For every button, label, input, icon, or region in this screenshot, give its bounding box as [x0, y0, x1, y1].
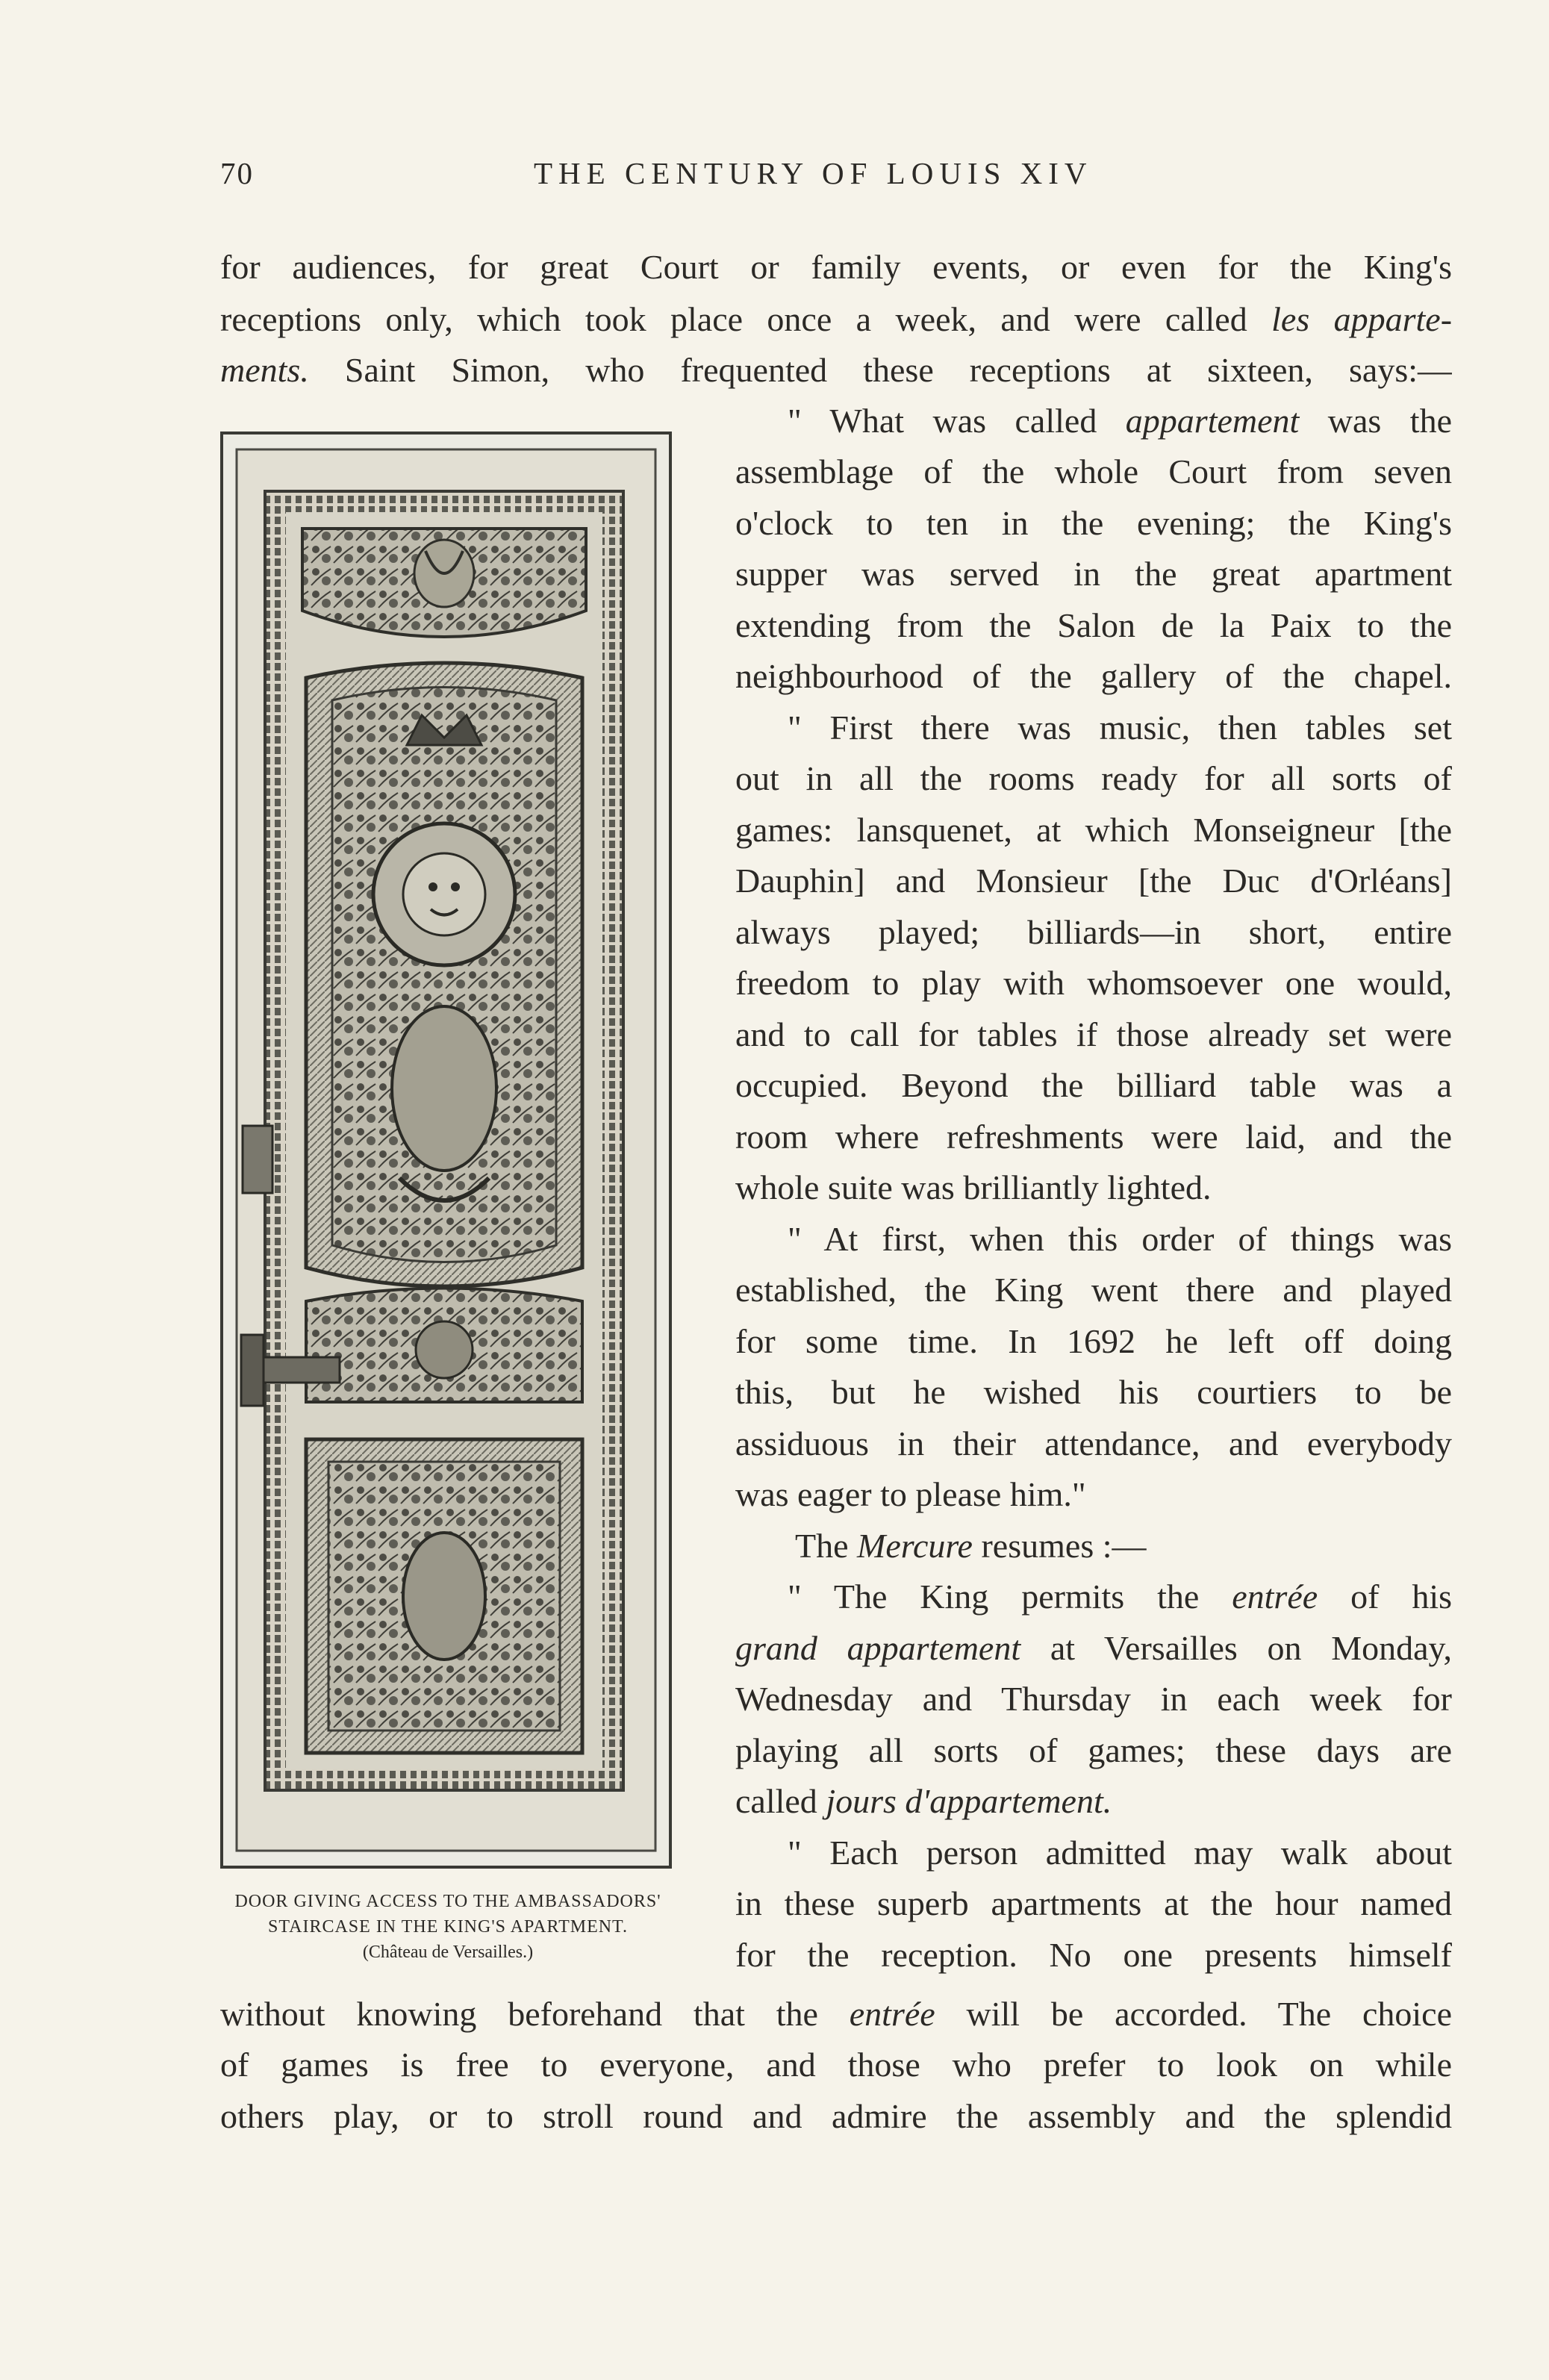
text-line: games: lansquenet, at which Monseigneur [the: [735, 811, 1452, 849]
text-line: in these superb apartments at the hour named: [735, 1884, 1452, 1922]
running-head: THE CENTURY OF LOUIS XIV: [534, 156, 1093, 190]
text-line: for some time. In 1692 he left off doing: [735, 1322, 1452, 1360]
text-line: grand appartement at Versailles on Monday,: [735, 1629, 1452, 1667]
text-line: " At first, when this order of things was: [788, 1220, 1452, 1258]
text-line: and to call for tables if those already set were: [735, 1015, 1452, 1053]
text-line: receptions only, which took place once a week, and were called les apparte-: [220, 300, 1452, 338]
text-line: supper was served in the great apartment: [735, 555, 1452, 593]
text-line: assemblage of the whole Court from seven: [735, 452, 1452, 490]
text-line: called jours d'appartement.: [735, 1782, 1112, 1820]
text-line: room where refreshments were laid, and the: [735, 1118, 1452, 1156]
text-line: without knowing beforehand that the entrée will be accorded. The choice: [220, 1995, 1452, 2033]
text-line: of games is free to everyone, and those who prefer to look on while: [220, 2046, 1452, 2084]
caption-line: STAIRCASE IN THE KING'S APARTMENT.: [268, 1917, 628, 1937]
text-line: out in all the rooms ready for all sorts of: [735, 759, 1452, 797]
text-line: for the reception. No one presents himself: [735, 1936, 1452, 1974]
caption-location: (Château de Versailles.): [362, 1943, 534, 1962]
text-line: " First there was music, then tables set: [788, 708, 1452, 747]
text-line: always played; billiards—in short, entire: [735, 913, 1452, 951]
text-line: " What was called appartement was the: [788, 402, 1452, 440]
text-line: established, the King went there and played: [735, 1271, 1452, 1309]
text-line: " The King permits the entrée of his: [788, 1577, 1452, 1616]
page-number: 70: [220, 156, 254, 190]
text-line: freedom to play with whomsoever one would,: [735, 964, 1452, 1002]
text-line: " Each person admitted may walk about: [788, 1834, 1452, 1872]
caption-line: DOOR GIVING ACCESS TO THE AMBASSADORS': [234, 1892, 661, 1911]
text-line: Wednesday and Thursday in each week for: [735, 1680, 1452, 1718]
text-line: was eager to please him.": [735, 1475, 1086, 1513]
text-line: extending from the Salon de la Paix to the: [735, 606, 1452, 644]
page-header: [220, 155, 1452, 208]
text-line: others play, or to stroll round and admire the assembly and the splendid: [220, 2097, 1452, 2135]
text-line: ments. Saint Simon, who frequented these receptions at sixteen, says:—: [220, 351, 1452, 389]
door-illustration: [220, 432, 672, 1869]
text-line: neighbourhood of the gallery of the chapel.: [735, 657, 1452, 695]
text-line: Dauphin] and Monsieur [the Duc d'Orléans]: [735, 862, 1452, 900]
text-line: whole suite was brilliantly lighted.: [735, 1168, 1212, 1206]
text-line: assiduous in their attendance, and everybody: [735, 1424, 1452, 1462]
text-line: The Mercure resumes :—: [795, 1527, 1147, 1565]
text-line: o'clock to ten in the evening; the King's: [735, 504, 1452, 542]
text-line: playing all sorts of games; these days are: [735, 1731, 1452, 1769]
text-line: occupied. Beyond the billiard table was a: [735, 1066, 1452, 1104]
text-line: for audiences, for great Court or family events, or even for the King's: [220, 248, 1452, 286]
text-line: this, but he wished his courtiers to be: [735, 1373, 1452, 1411]
figure-caption: [209, 1889, 687, 1965]
